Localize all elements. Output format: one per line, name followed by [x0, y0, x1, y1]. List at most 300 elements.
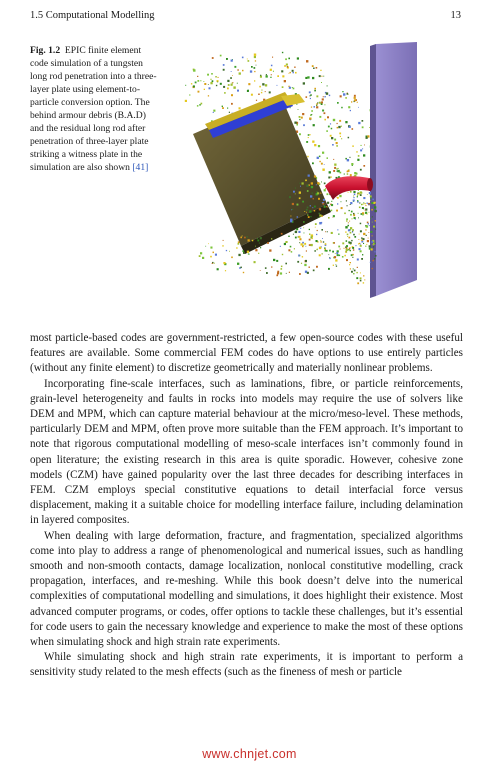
debris-particle [373, 226, 375, 228]
debris-particle [312, 65, 314, 67]
debris-particle [334, 164, 336, 166]
debris-particle [289, 87, 291, 89]
debris-particle [223, 262, 225, 264]
debris-particle [292, 87, 293, 88]
debris-particle [354, 217, 356, 219]
debris-particle [344, 255, 346, 256]
debris-particle [284, 65, 286, 67]
debris-particle [307, 272, 309, 274]
debris-particle [300, 186, 301, 187]
debris-particle [319, 213, 321, 215]
debris-particle [354, 97, 356, 99]
debris-particle [231, 94, 233, 96]
debris-particle [193, 69, 195, 71]
debris-particle [366, 225, 368, 227]
debris-particle [260, 247, 261, 248]
debris-particle [220, 55, 222, 57]
debris-particle [316, 105, 317, 106]
debris-particle [352, 145, 354, 147]
debris-particle [309, 134, 310, 135]
debris-particle [307, 214, 308, 215]
debris-particle [314, 210, 316, 212]
debris-particle [207, 74, 209, 76]
debris-particle [257, 238, 258, 239]
debris-particle [304, 243, 306, 245]
debris-particle [222, 106, 223, 107]
debris-particle [362, 126, 364, 128]
debris-particle [328, 177, 330, 179]
debris-particle [363, 197, 365, 199]
debris-particle [297, 261, 299, 263]
debris-particle [347, 171, 349, 173]
debris-particle [232, 75, 233, 76]
debris-particle [299, 116, 301, 118]
debris-particle [213, 112, 214, 113]
debris-particle [368, 238, 369, 239]
debris-particle [319, 156, 321, 158]
debris-particle [305, 246, 306, 247]
debris-particle [311, 244, 313, 246]
debris-particle [257, 240, 259, 242]
debris-particle [346, 259, 348, 261]
debris-particle [291, 251, 293, 253]
debris-particle [351, 211, 353, 213]
debris-particle [360, 230, 362, 232]
debris-particle [347, 236, 348, 237]
debris-particle [272, 57, 273, 58]
debris-particle [280, 246, 281, 247]
debris-particle [348, 94, 349, 95]
debris-particle [234, 66, 236, 68]
page-number: 13 [450, 10, 461, 21]
caption-text: EPIC finite element code simulation of a tungsten long rod penetration into a three-layer plate using element-to-particle conversion option. The behind armour debris (B.A.D) and the residual long rod after penetration of three-layer plate striking a witness plate in the simulation are also shown [30, 45, 157, 173]
debris-particle [223, 240, 224, 241]
debris-particle [293, 88, 295, 90]
debris-particle [223, 86, 225, 88]
debris-particle [363, 154, 365, 156]
debris-particle [303, 82, 305, 84]
debris-particle [271, 74, 272, 75]
debris-particle [202, 257, 204, 259]
debris-particle [361, 204, 362, 205]
debris-particle [365, 246, 366, 247]
debris-particle [308, 216, 310, 218]
debris-particle [336, 142, 338, 144]
debris-particle [323, 199, 325, 201]
debris-particle [340, 95, 342, 97]
debris-particle [324, 112, 326, 114]
debris-particle [348, 225, 350, 227]
debris-particle [353, 268, 354, 269]
debris-particle [349, 210, 350, 211]
debris-particle [359, 207, 361, 209]
debris-particle [301, 263, 302, 264]
debris-particle [374, 258, 376, 260]
debris-particle [353, 201, 354, 202]
debris-particle [370, 262, 371, 263]
debris-particle [256, 65, 257, 66]
debris-particle [303, 227, 304, 228]
debris-particle [316, 249, 317, 250]
debris-particle [318, 145, 320, 147]
debris-particle [357, 259, 359, 261]
debris-particle [299, 238, 301, 240]
debris-particle [302, 256, 303, 257]
debris-particle [320, 193, 321, 194]
debris-particle [227, 108, 228, 109]
debris-particle [248, 60, 250, 62]
debris-particle [312, 77, 314, 79]
debris-particle [353, 196, 354, 197]
debris-particle [299, 255, 300, 256]
debris-particle [317, 102, 318, 103]
debris-particle [333, 119, 335, 121]
debris-particle [238, 243, 240, 245]
debris-particle [322, 110, 324, 112]
debris-particle [333, 265, 334, 266]
debris-particle [319, 247, 321, 249]
debris-particle [315, 227, 316, 228]
body-text [30, 331, 463, 681]
debris-particle [271, 238, 272, 239]
debris-particle [321, 82, 322, 83]
debris-particle [281, 268, 283, 270]
debris-particle [233, 86, 235, 88]
debris-particle [327, 157, 329, 159]
debris-particle [303, 245, 304, 246]
debris-particle [193, 85, 195, 87]
paragraph-1: most particle-based codes are government-restricted, a few open-source codes with these useful features are available. Some commercial FEM codes do have options to use entirely particles (without any finite element) to discretize geometrically and materially nonlinear problems. [30, 332, 463, 375]
debris-particle [302, 182, 304, 184]
debris-particle [366, 235, 367, 236]
residual-long-rod [325, 176, 371, 200]
debris-particle [304, 264, 306, 266]
debris-particle [246, 236, 247, 237]
debris-particle [370, 218, 371, 219]
debris-particle [304, 211, 305, 212]
debris-particle [357, 159, 359, 161]
debris-particle [254, 261, 256, 263]
debris-particle [331, 137, 333, 139]
debris-particle [293, 234, 294, 235]
debris-particle [340, 249, 341, 250]
debris-particle [332, 144, 334, 146]
debris-particle [310, 98, 311, 99]
debris-particle [322, 253, 323, 254]
debris-particle [345, 231, 346, 232]
debris-particle [334, 256, 336, 258]
witness-plate [376, 42, 417, 296]
debris-particle [271, 65, 273, 67]
debris-particle [369, 192, 371, 194]
debris-particle [365, 210, 366, 211]
debris-particle [298, 231, 300, 233]
debris-particle [360, 169, 362, 171]
debris-particle [329, 95, 330, 96]
debris-particle [360, 223, 362, 225]
debris-particle [324, 189, 326, 191]
caption-citation-link[interactable]: [41] [132, 162, 149, 173]
debris-particle [281, 266, 283, 268]
debris-particle [299, 119, 300, 120]
debris-particle [299, 242, 300, 243]
debris-particle [339, 133, 341, 135]
debris-particle [223, 64, 225, 66]
debris-particle [314, 106, 316, 108]
debris-particle [201, 103, 203, 105]
debris-particle [301, 117, 303, 119]
debris-particle [347, 159, 349, 161]
debris-particle [333, 159, 334, 160]
debris-particle [350, 191, 352, 193]
debris-particle [350, 174, 352, 176]
debris-particle [347, 205, 348, 206]
debris-particle [349, 221, 350, 222]
debris-particle [299, 192, 301, 194]
debris-particle [302, 201, 304, 203]
debris-particle [236, 247, 237, 248]
debris-particle [317, 192, 319, 194]
debris-particle [306, 212, 307, 213]
debris-particle [266, 74, 267, 75]
debris-particle [239, 72, 241, 74]
debris-particle [212, 263, 213, 264]
debris-particle [238, 241, 240, 243]
debris-particle [345, 158, 347, 160]
debris-particle [299, 183, 300, 184]
debris-particle [297, 57, 299, 59]
debris-particle [258, 94, 260, 96]
debris-particle [342, 256, 344, 258]
debris-particle [306, 60, 308, 62]
paragraph-2: Incorporating fine-scale interfaces, such as laminations, fibre, or particle reinforcements, grain-level heterogeneity and faults in rocks into models may require the use of solvers like DEM and MPM, which can capture material behaviour at the micro/meso-level. These methods, particularly DEM and MPM, often prove more suitable than the FEM approach. It’s important to note that rigorous computational modelling of meso-scale interfaces isn’t commonly found in open literature; the existing research in this area is quite sporadic. However, cohesive zone models (CZM) have gained popularity over the last three decades for describing interfaces in FEM. CZM employs special constitutive equations to detail interfacial force versus displacement, making it a suitable choice for modelling interface failure, including delamination in layered composites. [30, 377, 463, 527]
debris-particle [307, 76, 309, 78]
debris-particle [310, 95, 311, 96]
debris-particle [217, 268, 219, 270]
debris-particle [353, 214, 355, 216]
debris-particle [306, 185, 308, 187]
debris-particle [213, 110, 215, 112]
debris-particle [341, 201, 342, 202]
debris-particle [351, 101, 352, 102]
debris-particle [322, 203, 324, 205]
debris-particle [358, 213, 359, 214]
debris-particle [259, 243, 260, 244]
debris-particle [328, 268, 330, 270]
debris-particle [317, 157, 319, 159]
debris-particle [331, 128, 333, 130]
debris-particle [242, 57, 244, 59]
debris-particle [321, 103, 323, 105]
debris-particle [310, 216, 311, 217]
debris-particle [353, 197, 354, 198]
debris-particle [282, 52, 283, 53]
debris-particle [259, 86, 261, 88]
debris-particle [345, 121, 347, 123]
debris-particle [308, 175, 310, 177]
debris-particle [227, 80, 229, 82]
section-title: 1.5 Computational Modelling [30, 10, 155, 21]
debris-particle [267, 242, 269, 244]
debris-particle [276, 260, 278, 262]
debris-particle [281, 70, 283, 72]
debris-particle [352, 257, 353, 258]
debris-particle [254, 71, 255, 72]
debris-particle [314, 90, 316, 92]
debris-particle [231, 103, 233, 105]
debris-particle [311, 110, 313, 112]
debris-particle [349, 237, 351, 239]
debris-particle [244, 237, 246, 239]
debris-particle [353, 213, 355, 215]
debris-particle [260, 237, 262, 239]
debris-particle [311, 107, 312, 108]
debris-particle [213, 252, 215, 254]
debris-particle [337, 229, 338, 230]
debris-particle [372, 216, 373, 217]
debris-particle [240, 267, 242, 269]
debris-particle [262, 83, 264, 85]
debris-particle [243, 272, 244, 273]
debris-particle [310, 205, 311, 206]
debris-particle [306, 141, 308, 143]
debris-particle [350, 244, 351, 245]
debris-particle [370, 195, 372, 197]
debris-particle [346, 200, 347, 201]
debris-particle [359, 234, 360, 235]
debris-particle [276, 275, 278, 277]
debris-particle [280, 272, 282, 274]
debris-particle [302, 113, 304, 115]
debris-particle [319, 254, 321, 256]
debris-particle [309, 229, 310, 230]
debris-particle [243, 252, 245, 254]
debris-particle [349, 126, 351, 128]
debris-particle [375, 255, 377, 257]
debris-particle [365, 205, 366, 206]
debris-particle [370, 200, 371, 201]
debris-particle [356, 151, 357, 152]
debris-particle [330, 176, 331, 177]
debris-particle [358, 239, 359, 240]
debris-particle [295, 72, 297, 74]
debris-particle [312, 141, 314, 143]
debris-particle [370, 231, 372, 233]
debris-particle [323, 241, 324, 242]
debris-particle [344, 213, 346, 215]
debris-particle [324, 104, 325, 105]
debris-particle [350, 227, 352, 229]
debris-particle [330, 135, 332, 137]
debris-particle [375, 229, 376, 230]
debris-particle [199, 255, 201, 257]
debris-particle [265, 91, 266, 92]
debris-particle [327, 202, 329, 204]
debris-particle [349, 157, 350, 158]
debris-particle [336, 168, 337, 169]
debris-particle [303, 221, 305, 223]
debris-particle [375, 220, 376, 221]
debris-particle [367, 222, 369, 224]
debris-particle [269, 91, 271, 93]
debris-particle [337, 203, 338, 204]
debris-particle [294, 248, 295, 249]
debris-particle [360, 245, 362, 247]
debris-particle [356, 173, 358, 175]
debris-particle [325, 231, 326, 232]
debris-particle [273, 71, 274, 72]
debris-particle [341, 126, 342, 127]
debris-particle [366, 137, 368, 139]
debris-particle [357, 282, 359, 284]
debris-particle [277, 272, 279, 274]
debris-particle [332, 251, 334, 253]
debris-particle [372, 268, 373, 269]
figure-label: Fig. 1.2 [30, 45, 61, 56]
debris-particle [294, 67, 295, 68]
debris-particle [261, 90, 262, 91]
debris-particle [357, 195, 358, 196]
debris-particle [290, 216, 291, 217]
debris-particle [312, 162, 314, 164]
debris-particle [231, 60, 233, 62]
debris-particle [311, 182, 313, 184]
debris-particle [331, 201, 332, 202]
debris-particle [334, 139, 336, 141]
debris-particle [302, 242, 304, 244]
debris-particle [237, 69, 238, 70]
debris-particle [296, 124, 298, 126]
debris-particle [309, 210, 311, 212]
debris-particle [362, 204, 363, 205]
debris-particle [295, 188, 296, 189]
debris-particle [372, 222, 373, 223]
debris-particle [320, 240, 321, 241]
debris-particle [286, 64, 288, 66]
debris-particle [204, 83, 206, 85]
debris-particle [358, 155, 360, 157]
debris-particle [347, 93, 349, 95]
debris-particle [337, 170, 339, 172]
debris-particle [248, 253, 249, 254]
debris-particle [282, 75, 284, 77]
debris-particle [305, 260, 307, 262]
debris-particle [326, 250, 328, 252]
debris-particle [350, 268, 351, 269]
debris-particle [363, 208, 364, 209]
debris-particle [324, 183, 326, 185]
debris-particle [352, 231, 353, 232]
debris-particle [316, 103, 318, 105]
debris-particle [269, 249, 271, 251]
debris-particle [255, 246, 256, 247]
debris-particle [369, 212, 370, 213]
debris-particle [212, 80, 214, 82]
debris-particle [307, 156, 309, 158]
debris-particle [303, 124, 305, 126]
debris-particle [320, 241, 321, 242]
debris-particle [351, 240, 352, 241]
debris-particle [252, 240, 254, 242]
debris-particle [360, 277, 362, 279]
debris-particle [351, 271, 353, 273]
debris-particle [330, 123, 331, 124]
debris-particle [320, 70, 321, 71]
debris-particle [339, 195, 341, 197]
debris-particle [309, 91, 311, 93]
debris-particle [255, 249, 257, 251]
debris-particle [341, 107, 343, 109]
